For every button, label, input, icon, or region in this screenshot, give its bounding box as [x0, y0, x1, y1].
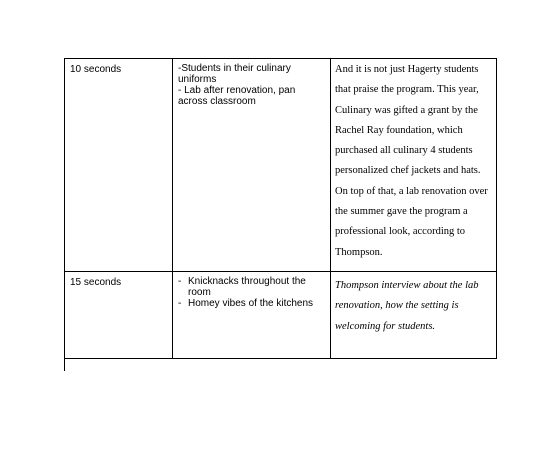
audio-cell[interactable] — [331, 59, 497, 272]
time-cell[interactable] — [65, 59, 173, 272]
time-cell[interactable] — [65, 272, 173, 359]
table-row — [65, 59, 497, 272]
table-row — [65, 272, 497, 359]
list-item — [178, 298, 326, 309]
bullet-marker: - — [178, 298, 182, 309]
bullet-text: Homey vibes of the kitchens — [188, 298, 314, 309]
time-text: 10 seconds — [70, 64, 122, 75]
visual-notes — [173, 59, 330, 107]
time-text: 15 seconds — [70, 277, 122, 288]
audio-text: And it is not just Hagerty students that praise the program. This year, Culinary was gifted a grant by the Rachel Ray foundation, which purchased all culinary 4 students personalized chef jackets and hats. On top of that, a lab renovation over the summer gave the program a professional look, according to Thompson. — [335, 64, 488, 258]
script-table — [64, 58, 497, 359]
visual-bullet-list — [173, 272, 330, 309]
visual-line: -Students in their culinary uniforms — [178, 63, 291, 85]
bullet-marker: - — [178, 276, 182, 287]
text-cursor — [64, 358, 65, 371]
audio-cell[interactable] — [331, 272, 497, 359]
visual-line: - Lab after renovation, pan across classroom — [178, 85, 296, 107]
list-item — [178, 276, 326, 298]
audio-text: Thompson interview about the lab renovation, how the setting is welcoming for students. — [335, 280, 479, 332]
bullet-text: Knicknacks throughout the room — [188, 276, 306, 298]
visual-cell[interactable] — [173, 272, 331, 359]
visual-cell[interactable] — [173, 59, 331, 272]
